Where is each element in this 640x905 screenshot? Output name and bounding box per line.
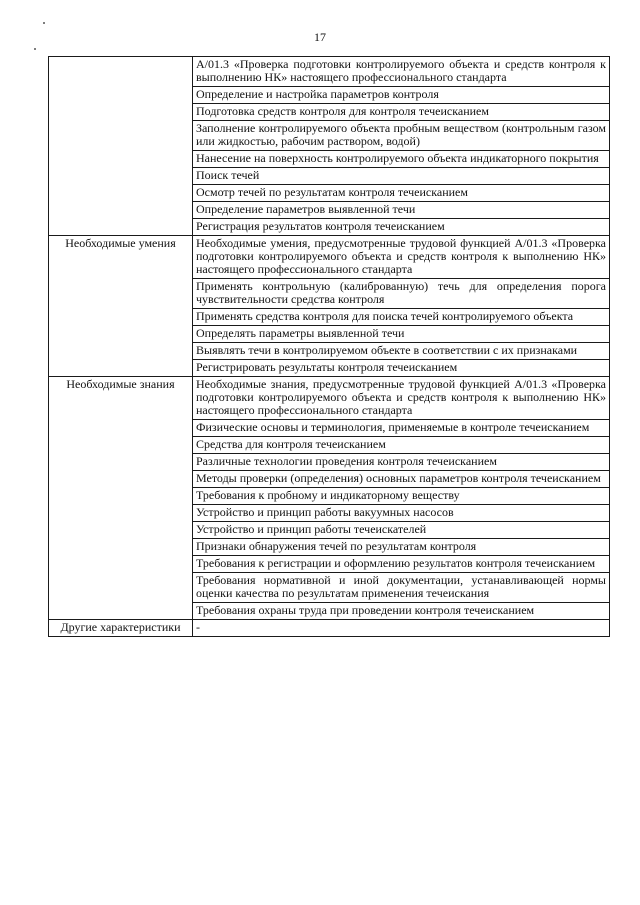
requirement-item: Выявлять течи в контролируемом объекте в соответствии с их признаками [193, 343, 610, 360]
requirement-item: Регистрировать результаты контроля течеисканием [193, 360, 610, 377]
requirement-item: Заполнение контролируемого объекта пробным веществом (контрольным газом или жидкостью, рабочим раствором, водой) [193, 121, 610, 151]
page-number: 17 [314, 30, 326, 44]
requirement-item: Определение параметров выявленной течи [193, 202, 610, 219]
requirement-item: - [193, 620, 610, 637]
requirement-item: Признаки обнаружения течей по результатам контроля [193, 539, 610, 556]
requirement-item: Необходимые умения, предусмотренные трудовой функцией А/01.3 «Проверка подготовки контролируемого объекта и средств контроля к выполнению НК» настоящего профессионального стандарта [193, 236, 610, 279]
requirement-item: А/01.3 «Проверка подготовки контролируемого объекта и средств контроля к выполнению НК» настоящего профессионального стандарта [193, 57, 610, 87]
competency-table-body [49, 57, 610, 637]
requirement-item: Осмотр течей по результатам контроля течеисканием [193, 185, 610, 202]
requirement-item: Средства для контроля течеисканием [193, 437, 610, 454]
competency-table [48, 56, 610, 637]
table-row [49, 57, 610, 87]
requirement-item: Поиск течей [193, 168, 610, 185]
requirement-item: Применять контрольную (калиброванную) течь для определения порога чувствительности средства контроля [193, 279, 610, 309]
requirement-item: Методы проверки (определения) основных параметров контроля течеисканием [193, 471, 610, 488]
requirement-item: Подготовка средств контроля для контроля течеисканием [193, 104, 610, 121]
requirement-item: Физические основы и терминология, применяемые в контроле течеисканием [193, 420, 610, 437]
table-row [49, 377, 610, 420]
requirement-item: Необходимые знания, предусмотренные трудовой функцией А/01.3 «Проверка подготовки контролируемого объекта и средств контроля к выполнению НК» настоящего профессионального стандарта [193, 377, 610, 420]
requirement-item: Определять параметры выявленной течи [193, 326, 610, 343]
requirement-item: Определение и настройка параметров контроля [193, 87, 610, 104]
section-label: Необходимые знания [49, 377, 193, 620]
section-label: Другие характеристики [49, 620, 193, 637]
requirement-item: Требования к пробному и индикаторному веществу [193, 488, 610, 505]
requirement-item: Требования к регистрации и оформлению результатов контроля течеисканием [193, 556, 610, 573]
requirement-item: Устройство и принцип работы течеискателей [193, 522, 610, 539]
requirement-item: Различные технологии проведения контроля течеисканием [193, 454, 610, 471]
requirement-item: Требования охраны труда при проведении контроля течеисканием [193, 603, 610, 620]
requirement-item: Применять средства контроля для поиска течей контролируемого объекта [193, 309, 610, 326]
scan-speck [34, 48, 36, 50]
requirement-item: Устройство и принцип работы вакуумных насосов [193, 505, 610, 522]
section-label: Необходимые умения [49, 236, 193, 377]
requirement-item: Нанесение на поверхность контролируемого объекта индикаторного покрытия [193, 151, 610, 168]
requirement-item: Требования нормативной и иной документации, устанавливающей нормы оценки качества по результатам применения течеискания [193, 573, 610, 603]
table-row [49, 236, 610, 279]
requirement-item: Регистрация результатов контроля течеисканием [193, 219, 610, 236]
section-label [49, 57, 193, 236]
table-row [49, 620, 610, 637]
scan-speck [43, 22, 45, 24]
